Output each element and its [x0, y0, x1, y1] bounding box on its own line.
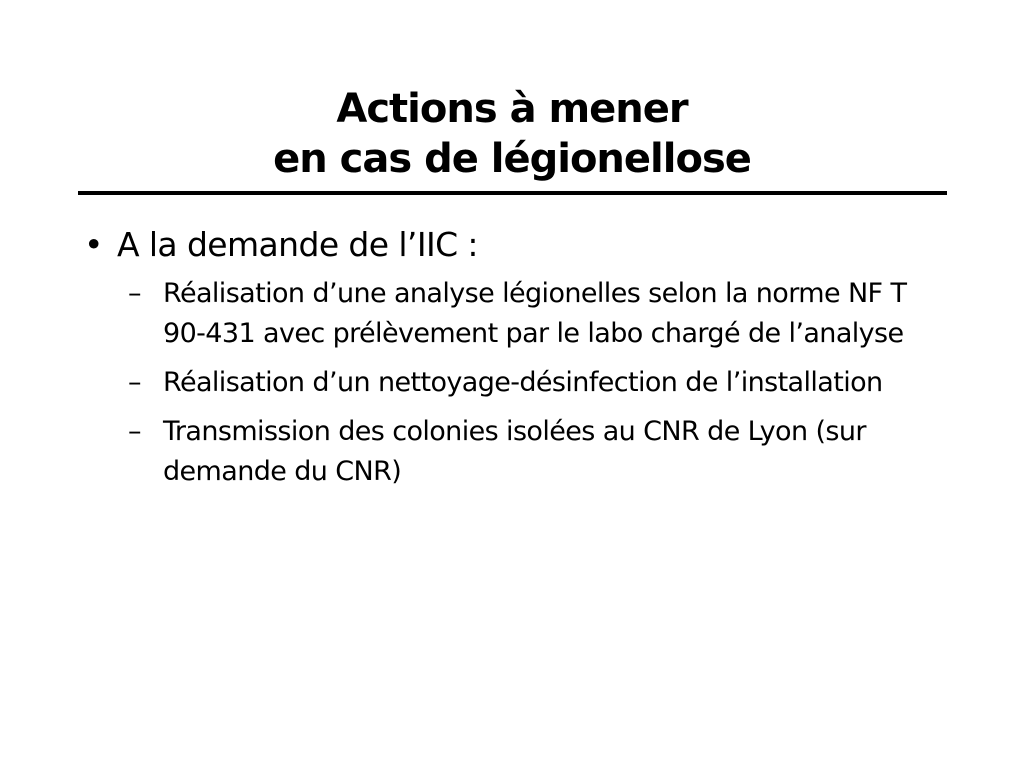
- sub-item-text: Réalisation d’un nettoyage-désinfection de l’installation: [163, 367, 883, 398]
- slide-title: [0, 84, 1024, 184]
- dash-marker: –: [128, 367, 141, 398]
- sub-item-text: Transmission des colonies isolées au CNR de Lyon (sur demande du CNR): [163, 416, 866, 487]
- slide-body: [80, 225, 960, 501]
- title-line-2: en cas de légionellose: [273, 136, 751, 182]
- sub-list: [80, 274, 960, 492]
- dash-marker: –: [128, 416, 141, 447]
- sub-item-cleaning: [80, 363, 953, 403]
- title-divider: [78, 191, 947, 195]
- sub-item-text: Réalisation d’une analyse légionelles selon la norme NF T 90-431 avec prélèvement par le labo chargé de l’analyse: [163, 278, 907, 349]
- sub-item-analysis: [80, 274, 953, 354]
- bullet-item: [80, 225, 960, 265]
- bullet-marker: •: [84, 225, 103, 264]
- bullet-text: A la demande de l’IIC :: [117, 225, 478, 264]
- dash-marker: –: [128, 278, 141, 309]
- sub-item-transmission: [80, 412, 953, 492]
- title-line-1: Actions à mener: [336, 86, 688, 132]
